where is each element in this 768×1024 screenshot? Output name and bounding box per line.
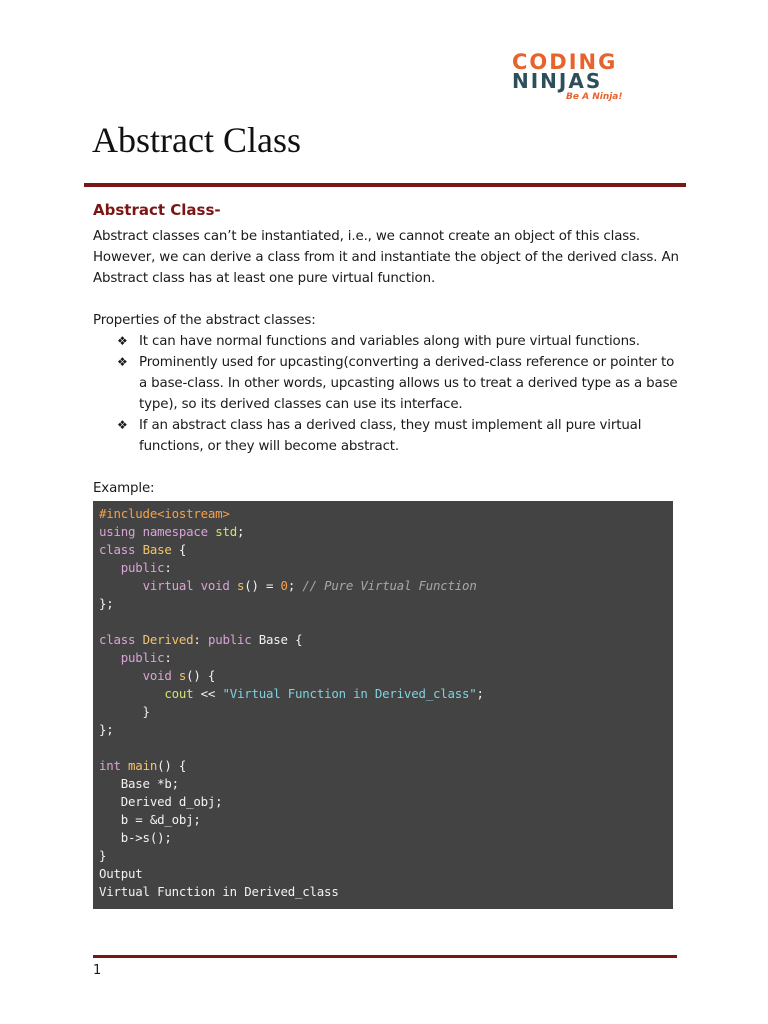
footer-divider <box>93 955 677 958</box>
page-number: 1 <box>93 963 102 978</box>
code-line: } <box>99 704 150 719</box>
code-line: Output <box>99 866 143 881</box>
bullet-diamond-icon: ❖ <box>117 334 128 348</box>
list-item <box>93 331 683 352</box>
code-line: }; <box>99 596 114 611</box>
coding-ninjas-logo <box>512 50 632 102</box>
list-item-text: If an abstract class has a derived class, they must implement all pure virtual functions, or they will become abstract. <box>139 418 642 454</box>
code-line: Base *b; <box>120 776 179 791</box>
bullet-diamond-icon: ❖ <box>117 418 128 432</box>
properties-list <box>93 331 683 457</box>
code-line: } <box>99 848 107 863</box>
title-divider <box>84 183 686 187</box>
code-line: public: <box>120 560 172 575</box>
code-line: Derived d_obj; <box>120 794 223 809</box>
code-line: class Derived: public Base { <box>99 632 303 647</box>
code-line: cout << "Virtual Function in Derived_class"; <box>164 686 484 701</box>
logo-line2: NINJAS <box>512 69 603 93</box>
list-item <box>93 352 683 415</box>
properties-label: Properties of the abstract classes: <box>93 313 316 328</box>
code-line: }; <box>99 722 114 737</box>
code-line <box>99 739 673 757</box>
code-line: class Base { <box>99 542 187 557</box>
code-line <box>99 613 673 631</box>
code-block <box>93 501 673 909</box>
list-item <box>93 415 683 457</box>
code-line: using namespace std; <box>99 524 245 539</box>
code-line: Virtual Function in Derived_class <box>99 884 339 899</box>
example-label: Example: <box>93 481 155 496</box>
logo-line1: CODING <box>512 50 618 74</box>
section-heading: Abstract Class- <box>93 201 221 219</box>
code-line: #include<iostream> <box>99 506 230 521</box>
list-item-text: It can have normal functions and variables along with pure virtual functions. <box>139 334 640 349</box>
code-line: virtual void s() = 0; // Pure Virtual Function <box>142 578 477 593</box>
code-line: void s() { <box>142 668 216 683</box>
logo-tagline: Be A Ninja! <box>566 92 623 102</box>
code-line: public: <box>120 650 172 665</box>
code-line: b = &d_obj; <box>120 812 201 827</box>
bullet-diamond-icon: ❖ <box>117 355 128 369</box>
intro-paragraph: Abstract classes can’t be instantiated, i.e., we cannot create an object of this class. However, we can derive a class from it and instantiate the object of the derived class. An Abstract class has at least one pure virtual function. <box>93 229 679 286</box>
document-title: Abstract Class <box>92 120 301 160</box>
code-line: b->s(); <box>120 830 172 845</box>
list-item-text: Prominently used for upcasting(converting a derived-class reference or pointer to a base-class. In other words, upcasting allows us to treat a derived type as a base type), so its derived classes can use its interface. <box>139 355 678 412</box>
code-line: int main() { <box>99 758 187 773</box>
